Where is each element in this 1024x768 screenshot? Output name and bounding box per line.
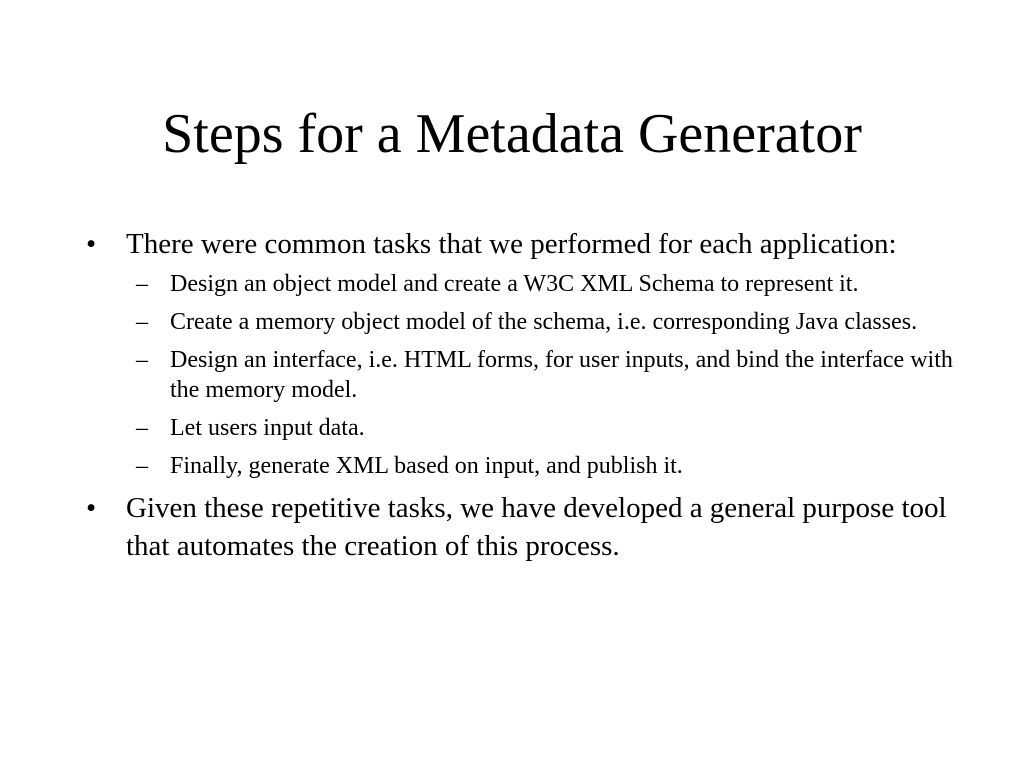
dash-icon: – xyxy=(136,415,148,441)
bullet-text: Given these repetitive tasks, we have developed a general purpose tool that automates the creation of this process. xyxy=(126,492,947,562)
sub-bullet-text: Design an object model and create a W3C XML Schema to represent it. xyxy=(170,271,859,297)
sub-bullet-item xyxy=(86,345,956,405)
dash-icon: – xyxy=(136,347,148,373)
bullet-text: There were common tasks that we performed for each application: xyxy=(126,228,897,260)
dash-icon: – xyxy=(136,453,148,479)
bullet-icon: • xyxy=(86,492,97,524)
slide-title: Steps for a Metadata Generator xyxy=(162,103,862,165)
sub-bullet-text: Design an interface, i.e. HTML forms, for user inputs, and bind the interface with the memory model. xyxy=(170,347,953,403)
sub-bullet-text: Create a memory object model of the schema, i.e. corresponding Java classes. xyxy=(170,309,918,335)
slide-body xyxy=(86,225,956,571)
sub-bullet-text: Finally, generate XML based on input, and publish it. xyxy=(170,453,683,479)
bullet-repetitive-tasks xyxy=(86,489,956,565)
dash-icon: – xyxy=(136,271,148,297)
sub-bullet-item xyxy=(86,413,956,443)
dash-icon: – xyxy=(136,309,148,335)
sub-bullet-text: Let users input data. xyxy=(170,415,365,441)
sub-bullet-item xyxy=(86,451,956,481)
sub-bullet-item xyxy=(86,307,956,337)
sub-bullet-item xyxy=(86,269,956,299)
bullet-icon: • xyxy=(86,228,97,260)
sub-bullet-list xyxy=(86,269,956,481)
bullet-common-tasks xyxy=(86,225,956,263)
